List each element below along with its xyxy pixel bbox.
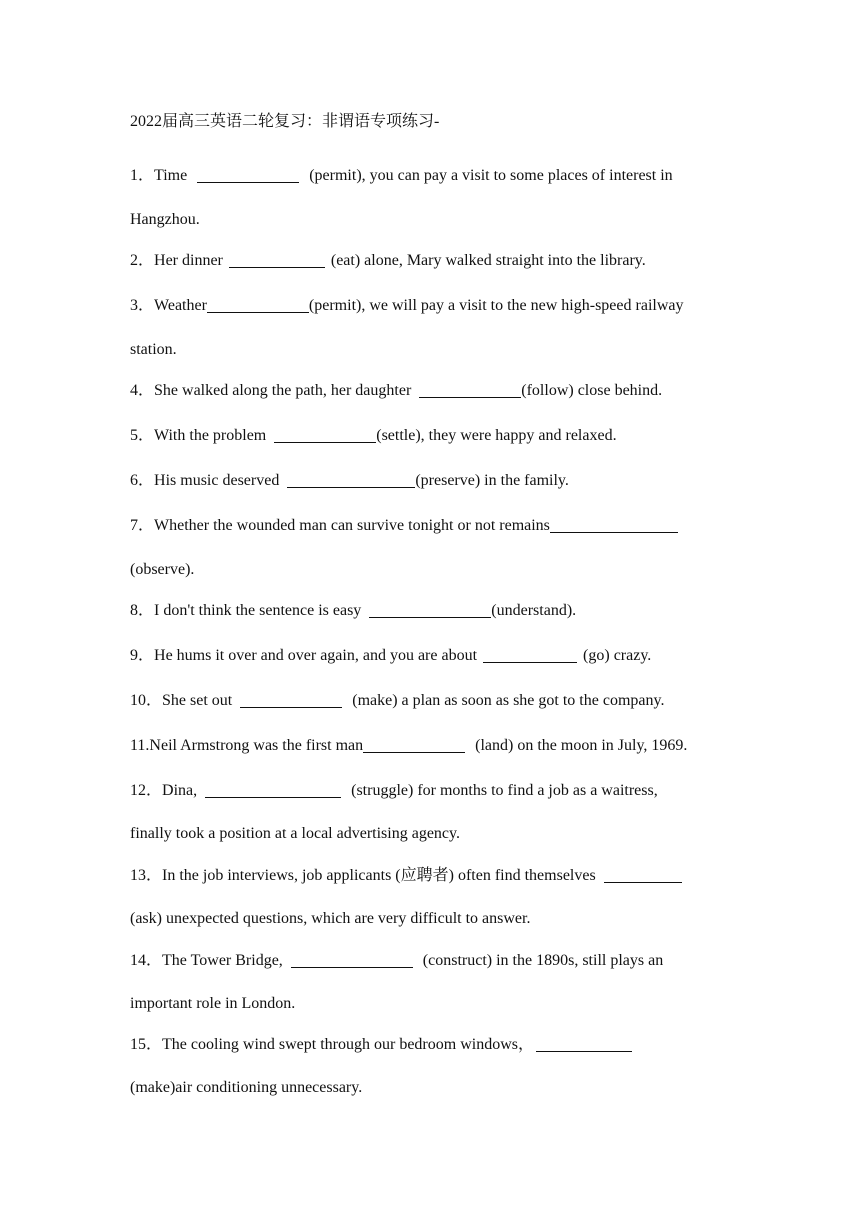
question-number: 2． [130, 252, 155, 269]
question-number: 15． [130, 1036, 163, 1053]
question-text-before: Neil Armstrong was the first man [149, 737, 364, 754]
question-14 [130, 951, 663, 971]
question-text-after: (follow) close behind. [521, 382, 663, 399]
question-number: 8． [130, 602, 155, 619]
answer-blank[interactable] [363, 736, 465, 753]
answer-blank[interactable] [287, 471, 415, 488]
question-text-after: (go) crazy. [579, 647, 652, 664]
question-text-before: I don't think the sentence is easy [154, 602, 366, 619]
question-number: 13． [130, 867, 163, 884]
question-14-continuation: important role in London. [130, 995, 296, 1012]
question-13-continuation: (ask) unexpected questions, which are very difficult to answer. [130, 910, 531, 927]
answer-blank[interactable] [604, 866, 682, 883]
answer-blank[interactable] [536, 1035, 632, 1052]
question-number: 11. [130, 737, 150, 754]
question-text-after: (make) a plan as soon as she got to the company. [348, 692, 665, 709]
question-6 [130, 471, 569, 491]
question-number: 12． [130, 782, 163, 799]
question-12-continuation: finally took a position at a local advertising agency. [130, 825, 460, 842]
answer-blank[interactable] [207, 296, 309, 313]
answer-blank[interactable] [419, 381, 521, 398]
question-7-continuation: (observe). [130, 561, 195, 578]
question-1 [130, 166, 673, 186]
answer-blank[interactable] [291, 951, 413, 968]
question-text-before: Whether the wounded man can survive tonight or not remains [154, 517, 550, 534]
question-15-continuation: (make)air conditioning unnecessary. [130, 1079, 363, 1096]
question-number: 4． [130, 382, 155, 399]
question-2 [130, 251, 646, 271]
question-text-before: Time [154, 167, 192, 184]
question-10 [130, 691, 664, 711]
question-number: 9． [130, 647, 155, 664]
answer-blank[interactable] [240, 691, 342, 708]
question-text-before: Dina, [162, 782, 202, 799]
question-5 [130, 426, 617, 446]
question-12 [130, 781, 658, 801]
question-text-before: She walked along the path, her daughter [154, 382, 416, 399]
question-text-before: Her dinner [154, 252, 227, 269]
question-3 [130, 296, 683, 316]
question-8 [130, 601, 576, 621]
question-11 [130, 736, 687, 756]
question-number: 6． [130, 472, 155, 489]
question-text-after: (construct) in the 1890s, still plays an [418, 952, 664, 969]
question-9 [130, 646, 651, 666]
answer-blank[interactable] [550, 516, 678, 533]
answer-blank[interactable] [483, 646, 577, 663]
question-text-before: The Tower Bridge, [162, 952, 287, 969]
question-text-after: (understand). [491, 602, 577, 619]
question-number: 5． [130, 427, 155, 444]
question-text-before: With the problem [154, 427, 271, 444]
document-title: 2022届高三英语二轮复习：非谓语专项练习- [130, 113, 440, 130]
question-text-after: (land) on the moon in July, 1969. [471, 737, 688, 754]
question-15 [130, 1035, 632, 1055]
question-7 [130, 516, 678, 536]
question-number: 1． [130, 167, 155, 184]
question-number: 7． [130, 517, 155, 534]
question-number: 3． [130, 297, 155, 314]
answer-blank[interactable] [274, 426, 376, 443]
question-text-before: The cooling wind swept through our bedroom windows， [162, 1036, 534, 1053]
question-text-before: His music deserved [154, 472, 284, 489]
question-text-after: (preserve) in the family. [415, 472, 569, 489]
question-1-continuation: Hangzhou. [130, 211, 200, 228]
question-text-before: Weather [154, 297, 207, 314]
question-text-after: (permit), we will pay a visit to the new high-speed railway [308, 297, 684, 314]
answer-blank[interactable] [197, 166, 299, 183]
question-text-before: He hums it over and over again, and you are about [154, 647, 482, 664]
answer-blank[interactable] [229, 251, 325, 268]
question-text-after: (settle), they were happy and relaxed. [376, 427, 617, 444]
question-text-before: She set out [162, 692, 237, 709]
question-4 [130, 381, 662, 401]
question-text-after: (eat) alone, Mary walked straight into the library. [326, 252, 646, 269]
question-text-after: (struggle) for months to find a job as a waitress, [347, 782, 658, 799]
question-3-continuation: station. [130, 341, 177, 358]
question-text-before: In the job interviews, job applicants (应聘者) often find themselves [162, 867, 600, 884]
question-number: 10． [130, 692, 163, 709]
question-number: 14． [130, 952, 163, 969]
question-text-after: (permit), you can pay a visit to some places of interest in [305, 167, 673, 184]
question-13 [130, 866, 682, 886]
answer-blank[interactable] [205, 781, 341, 798]
answer-blank[interactable] [369, 601, 491, 618]
